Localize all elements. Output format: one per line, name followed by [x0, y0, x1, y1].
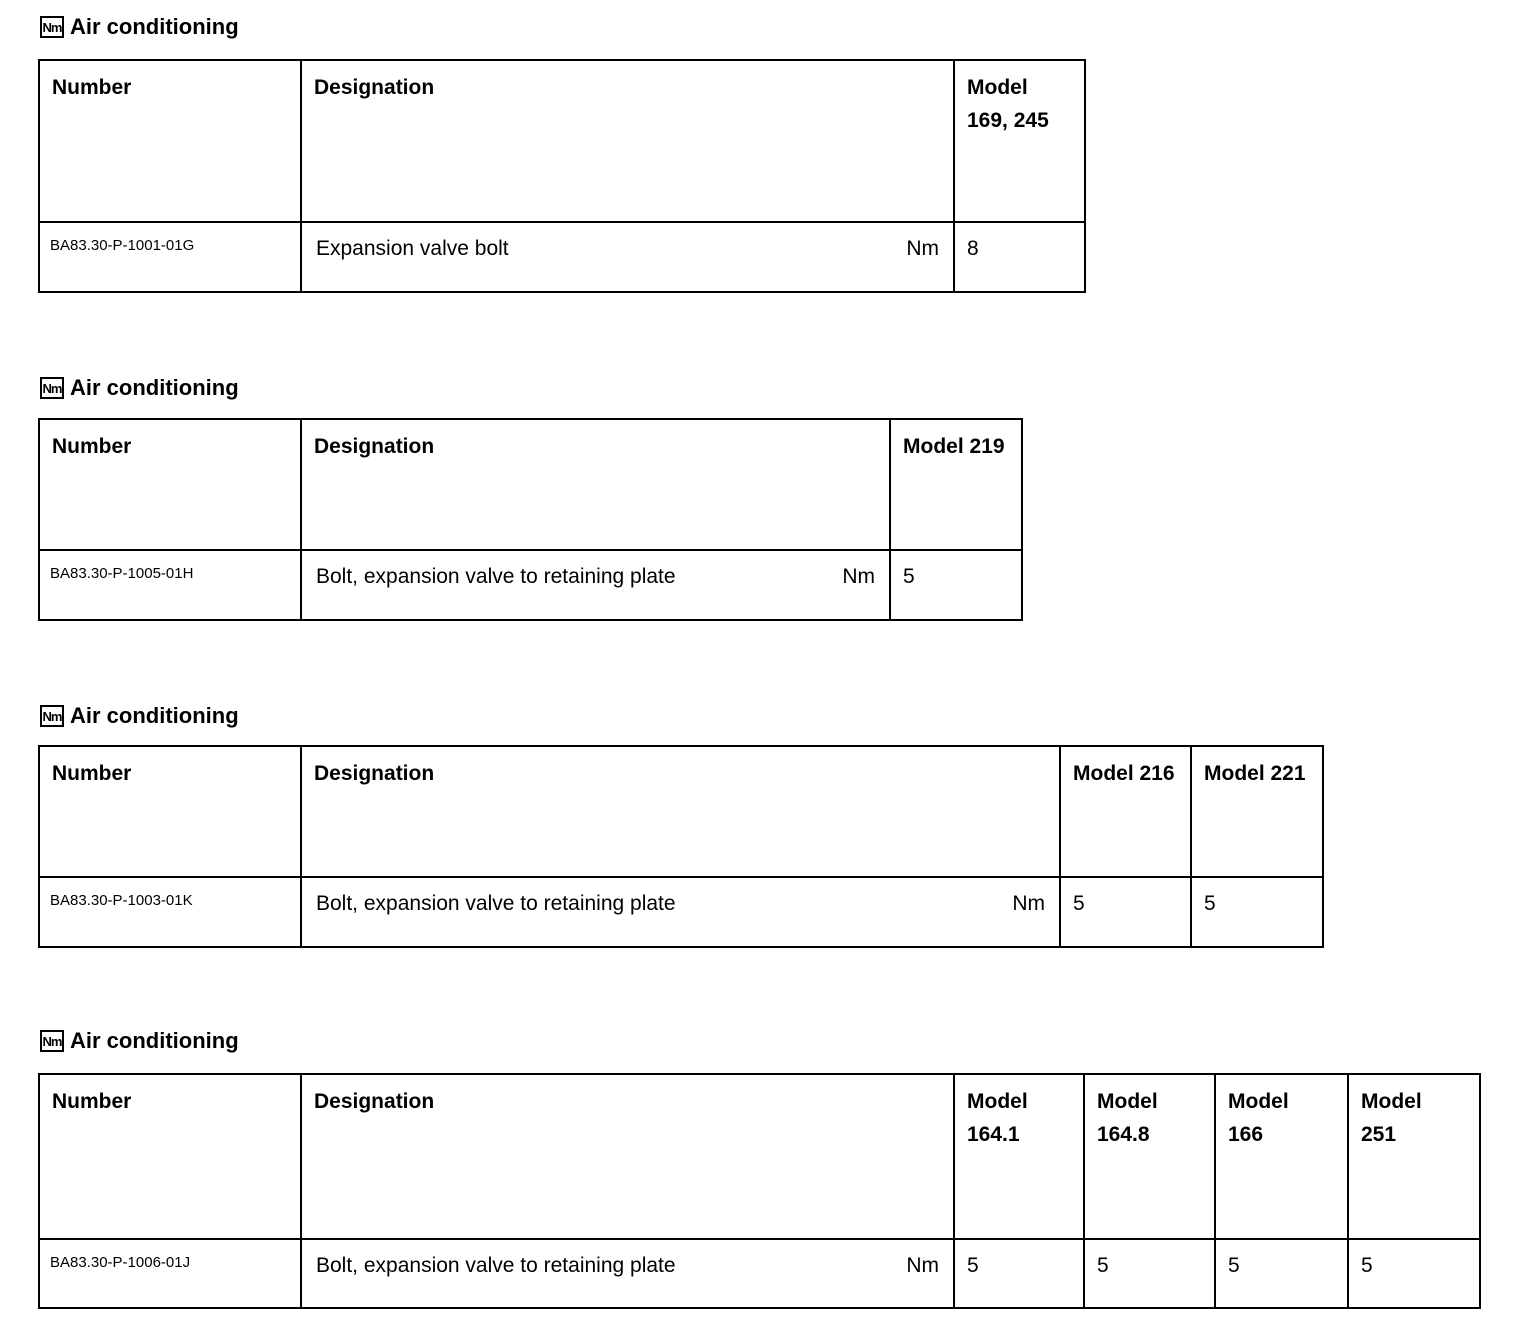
designation-header: Designation — [314, 76, 435, 99]
torque-value: 5 — [1361, 1254, 1373, 1277]
model-header: Model 219 — [903, 435, 1005, 458]
number-header: Number — [52, 1090, 132, 1113]
table-header-row — [39, 746, 1323, 877]
model-header: Model 164.1 — [967, 1090, 1028, 1146]
torque-nm-icon: Nm — [40, 16, 64, 38]
section-title: Air conditioning — [70, 375, 239, 400]
torque-value: 5 — [1097, 1254, 1109, 1277]
table-header-row — [39, 1074, 1480, 1239]
torque-value: 5 — [1073, 892, 1085, 915]
part-number: BA83.30-P-1003-01K — [50, 892, 193, 909]
section-title: Air conditioning — [70, 1028, 239, 1053]
torque-table — [38, 745, 1324, 948]
section-title: Air conditioning — [70, 703, 239, 728]
torque-value: 8 — [967, 237, 979, 260]
torque-table — [38, 59, 1086, 293]
designation-cell — [302, 223, 953, 262]
torque-nm-icon: Nm — [40, 1030, 64, 1052]
part-number: BA83.30-P-1006-01J — [50, 1254, 191, 1271]
model-header: Model 166 — [1228, 1090, 1289, 1146]
model-header: Model 251 — [1361, 1090, 1422, 1146]
torque-value: 5 — [903, 565, 915, 588]
table-row — [39, 1239, 1480, 1308]
model-header: Model 221 — [1204, 762, 1306, 785]
section-heading — [40, 1026, 239, 1056]
designation-header: Designation — [314, 1090, 435, 1113]
designation-cell — [302, 551, 889, 590]
unit-label: Nm — [1012, 892, 1045, 915]
torque-value: 5 — [967, 1254, 979, 1277]
number-header: Number — [52, 76, 132, 99]
designation-text: Bolt, expansion valve to retaining plate — [316, 892, 676, 915]
designation-header: Designation — [314, 435, 435, 458]
section-heading — [40, 701, 239, 731]
number-header: Number — [52, 762, 132, 785]
section-heading — [40, 373, 239, 403]
part-number: BA83.30-P-1001-01G — [50, 237, 195, 254]
designation-text: Expansion valve bolt — [316, 237, 509, 260]
unit-label: Nm — [906, 237, 939, 260]
designation-text: Bolt, expansion valve to retaining plate — [316, 565, 676, 588]
unit-label: Nm — [906, 1254, 939, 1277]
table-row — [39, 222, 1085, 292]
table-header-row — [39, 419, 1022, 550]
table-row — [39, 550, 1022, 620]
table-row — [39, 877, 1323, 947]
designation-header: Designation — [314, 762, 435, 785]
model-header: Model 164.8 — [1097, 1090, 1158, 1146]
torque-table — [38, 418, 1023, 621]
section-heading — [40, 12, 239, 42]
section-title: Air conditioning — [70, 14, 239, 39]
torque-value: 5 — [1204, 892, 1216, 915]
torque-table — [38, 1073, 1481, 1309]
part-number: BA83.30-P-1005-01H — [50, 565, 194, 582]
model-header: Model 216 — [1073, 762, 1175, 785]
torque-nm-icon: Nm — [40, 705, 64, 727]
number-header: Number — [52, 435, 132, 458]
designation-cell — [302, 1240, 953, 1279]
model-header: Model 169, 245 — [967, 76, 1049, 132]
table-header-row — [39, 60, 1085, 222]
unit-label: Nm — [842, 565, 875, 588]
torque-value: 5 — [1228, 1254, 1240, 1277]
torque-nm-icon: Nm — [40, 377, 64, 399]
designation-text: Bolt, expansion valve to retaining plate — [316, 1254, 676, 1277]
designation-cell — [302, 878, 1059, 917]
